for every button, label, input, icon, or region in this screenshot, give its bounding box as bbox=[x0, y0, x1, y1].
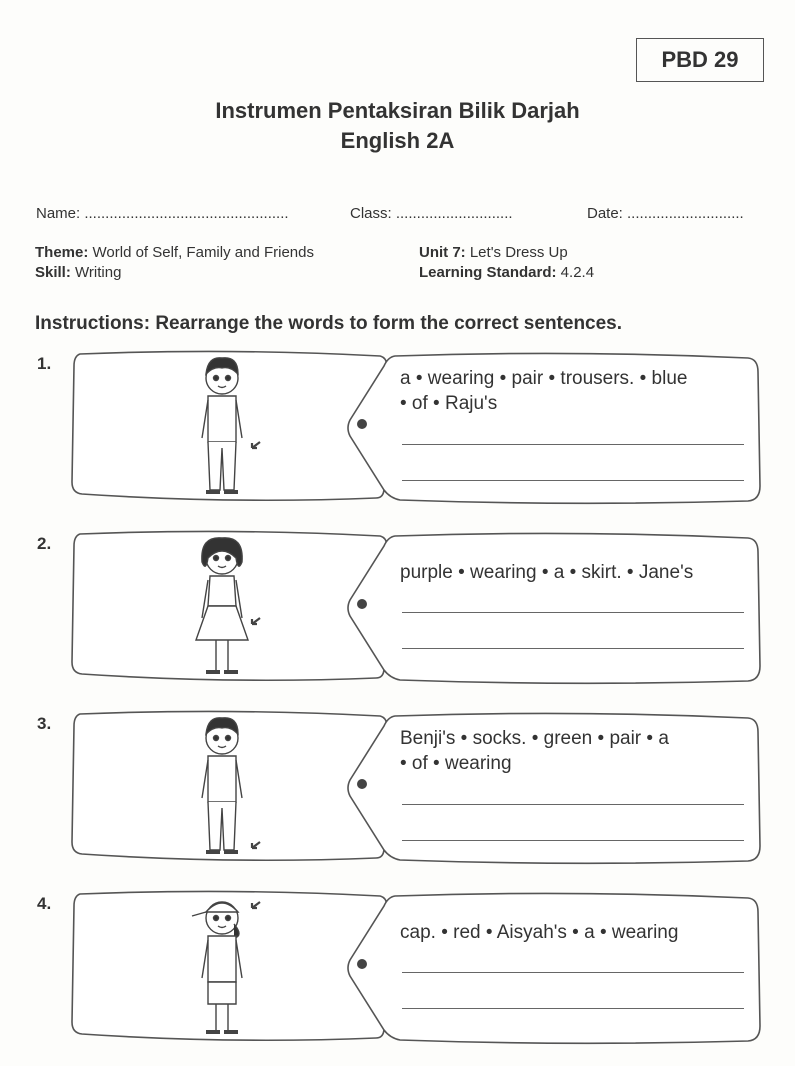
question-row bbox=[0, 348, 795, 508]
unit-label: Unit 7: bbox=[419, 244, 466, 261]
scrambled-words-line-2: • of • Raju's bbox=[400, 393, 498, 414]
question-row bbox=[0, 528, 795, 688]
answer-line[interactable] bbox=[402, 612, 744, 613]
word-tag bbox=[348, 533, 760, 683]
question-number: 2. bbox=[37, 534, 52, 553]
date-field[interactable]: Date: ............................ bbox=[587, 205, 744, 222]
standard-label: Learning Standard: bbox=[419, 264, 557, 281]
scrambled-words bbox=[400, 366, 750, 416]
tag-hole-icon bbox=[357, 419, 367, 429]
scrambled-words-line-1: a • wearing • pair • trousers. • blue bbox=[400, 368, 688, 389]
answer-line[interactable] bbox=[402, 1008, 744, 1009]
answer-line[interactable] bbox=[402, 804, 744, 805]
worksheet-code: PBD 29 bbox=[661, 47, 739, 72]
question-number: 3. bbox=[37, 714, 52, 733]
skill-value: Writing bbox=[70, 264, 122, 281]
standard-info bbox=[419, 264, 594, 281]
worksheet-subtitle: English 2A bbox=[340, 128, 455, 153]
question-number: 4. bbox=[37, 894, 52, 913]
worksheet-code-box bbox=[636, 38, 764, 82]
scrambled-words-line-1: purple • wearing • a • skirt. • Jane's bbox=[400, 562, 694, 583]
word-tag bbox=[348, 893, 760, 1043]
question-row bbox=[0, 888, 795, 1048]
scrambled-words-line-1: Benji's • socks. • green • pair • a bbox=[400, 728, 669, 749]
worksheet-title: Instrumen Pentaksiran Bilik Darjah bbox=[215, 98, 580, 123]
instructions: Instructions: Rearrange the words to form the correct sentences. bbox=[35, 313, 623, 334]
class-field[interactable]: Class: ............................ bbox=[350, 205, 513, 222]
tag-hole-icon bbox=[357, 599, 367, 609]
answer-line[interactable] bbox=[402, 480, 744, 481]
standard-value: 4.2.4 bbox=[556, 264, 595, 281]
tag-hole-icon bbox=[357, 779, 367, 789]
answer-line[interactable] bbox=[402, 444, 744, 445]
scrambled-words bbox=[400, 726, 750, 776]
scrambled-words bbox=[400, 560, 750, 585]
question-frame bbox=[0, 528, 795, 688]
theme-label: Theme: bbox=[35, 244, 89, 261]
tag-hole-icon bbox=[357, 959, 367, 969]
question-number: 1. bbox=[37, 354, 52, 373]
question-frame bbox=[0, 888, 795, 1048]
scrambled-words bbox=[400, 920, 750, 945]
scrambled-words-line-2: • of • wearing bbox=[400, 753, 512, 774]
theme-info bbox=[35, 244, 314, 261]
unit-value: Let's Dress Up bbox=[465, 244, 568, 261]
answer-line[interactable] bbox=[402, 840, 744, 841]
question-row bbox=[0, 708, 795, 868]
answer-line[interactable] bbox=[402, 972, 744, 973]
name-field[interactable]: Name: ................................................. bbox=[36, 205, 289, 222]
unit-info bbox=[419, 244, 568, 261]
scrambled-words-line-1: cap. • red • Aisyah's • a • wearing bbox=[400, 922, 679, 943]
skill-label: Skill: bbox=[35, 264, 71, 281]
answer-line[interactable] bbox=[402, 648, 744, 649]
theme-value: World of Self, Family and Friends bbox=[88, 244, 314, 261]
skill-info bbox=[35, 264, 121, 281]
